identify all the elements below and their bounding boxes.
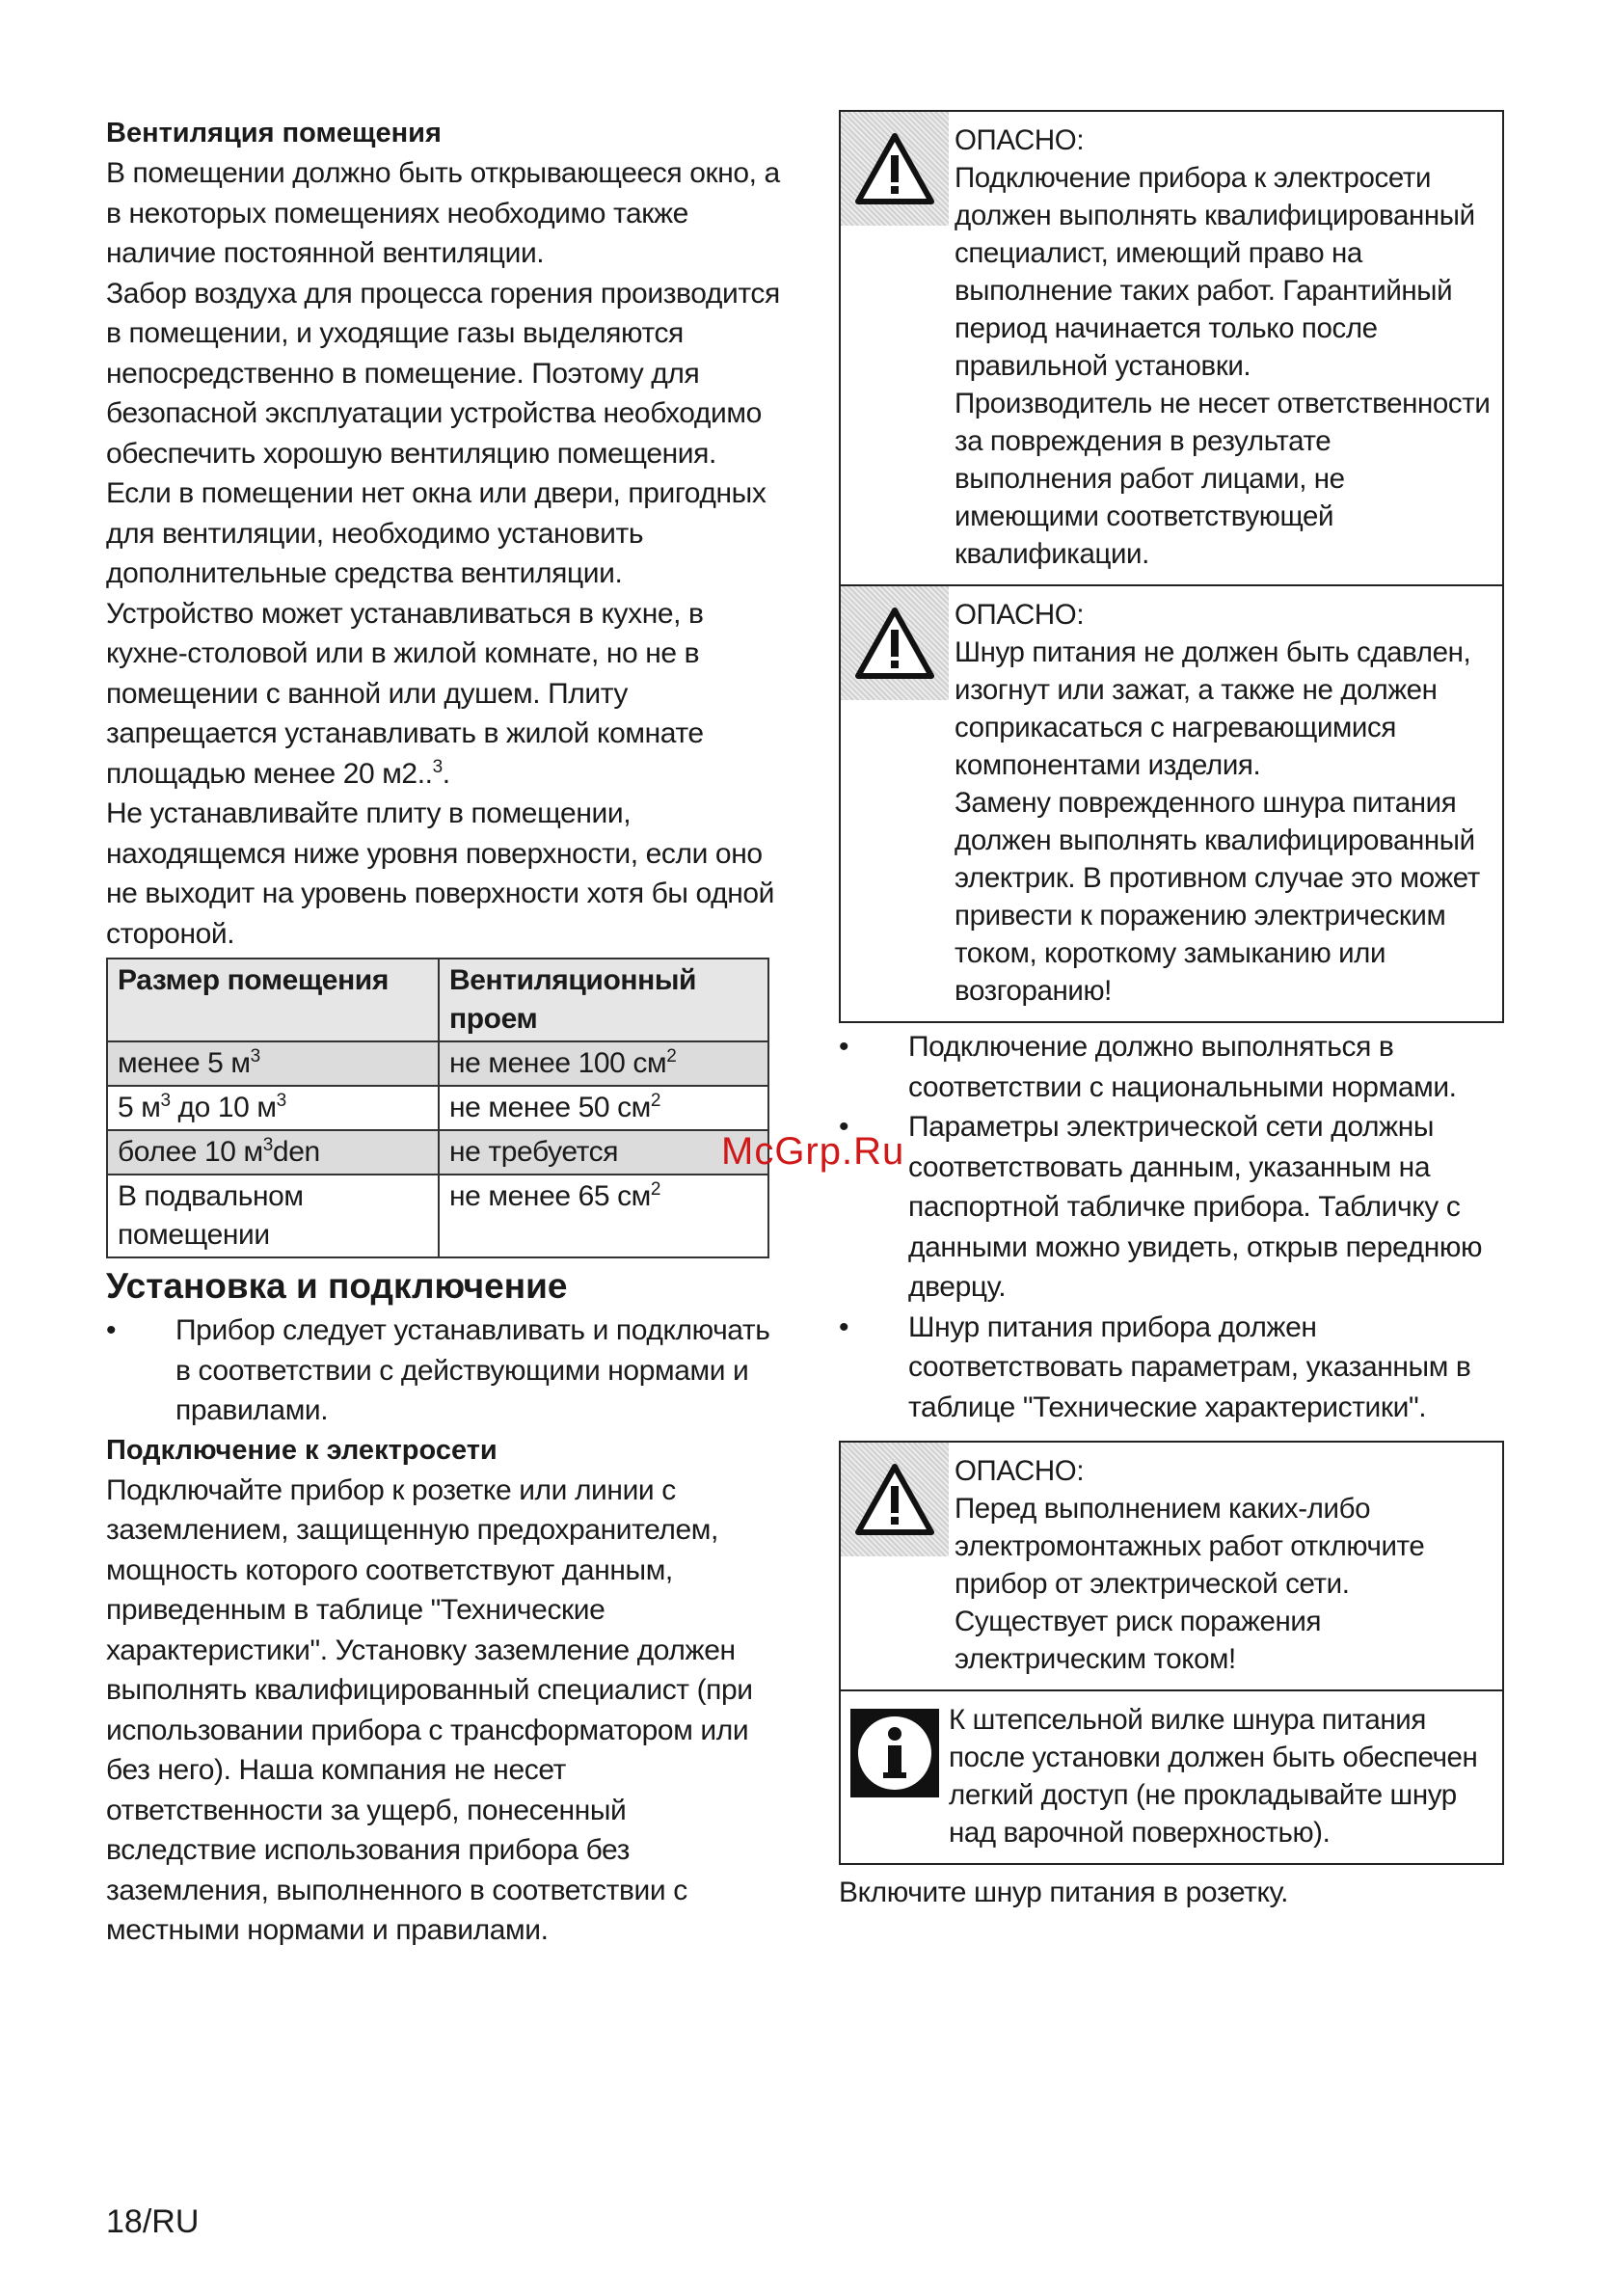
page-number: 18/RU [106, 2203, 200, 2240]
table-cell: менее 5 $м^3$ [107, 1041, 439, 1086]
warning-title: ОПАСНО: [955, 1455, 1085, 1487]
list-item: • Прибор следует устанавливать и подключать в соответствии с действующими нормами и правилами. [106, 1310, 781, 1431]
final-instruction: Включите шнур питания в розетку. [839, 1877, 1289, 1908]
ventilation-paragraph-1: В помещении должно быть открывающееся окно, а в некоторых помещениях необходимо также наличие постоянной вентиляции. [106, 157, 780, 269]
right-column [839, 110, 1504, 1913]
electric-paragraph: Подключайте прибор к розетке или линии с заземлением, защищенную предохранителем, мощность которого соответствуют данным, приведенным в таблице "Технические характеристики". Установку заземление должен выполнять квалифицированный специалист (при использовании прибора с трансформатором или без него). Наша компания не несет ответственности за ущерб, понесенный вследствие использования прибора без заземления, выполненного в соответствии с местными нормами и правилами. [106, 1473, 753, 1946]
table-header: Размер помещения [107, 959, 439, 1041]
electric-heading: Подключение к электросети [106, 1434, 498, 1466]
table-row [107, 1041, 768, 1086]
install-bullets [106, 1310, 781, 1431]
install-heading: Установка и подключение [106, 1266, 568, 1306]
left-column [106, 114, 781, 1951]
table-cell: не менее 65 $см^2$ [439, 1175, 768, 1257]
warning-text: Перед выполнением каких-либо электромонтажных работ отключите прибор от электрической сети. [955, 1493, 1425, 1600]
table-cell: более 10 $м^3den$ [107, 1130, 439, 1175]
ventilation-table [106, 958, 769, 1258]
info-icon [841, 1691, 949, 1815]
table-cell: не менее 100 $см^2$ [439, 1041, 768, 1086]
watermark: McGrp.Ru [721, 1130, 905, 1173]
warning-icon [841, 112, 949, 226]
ventilation-paragraph-2: Забор воздуха для процесса горения производится в помещении, и уходящие газы выделяются непосредственно в помещение. Поэтому для безопасной эксплуатации устройства необходимо обеспечить хорошую вентиляцию помещения. Если в помещении нет окна или двери, пригодных для вентиляции, необходимо установить дополнительные средства вентиляции. [106, 277, 780, 589]
list-item: • Подключение должно выполняться в соответствии с национальными нормами. [839, 1027, 1504, 1107]
warning-text: Производитель не несет ответственности за повреждения в результате выполнения работ лицами, не имеющими соответствующей квалификации. [955, 388, 1491, 570]
table-row [107, 1175, 768, 1257]
warning-text: Шнур питания не должен быть сдавлен, изогнут или зажат, а также не должен соприкасаться с нагревающимися компонентами изделия. [955, 636, 1471, 781]
warning-text: Замену поврежденного шнура питания должен выполнять квалифицированный электрик. В противном случае это может привести к поражению электрическим током, короткому замыканию или возгоранию! [955, 787, 1480, 1007]
warning-text: Подключение прибора к электросети должен выполнять квалифицированный специалист, имеющий право на выполнение таких работ. Гарантийный период начинается только после правильной установки. [955, 162, 1475, 382]
warning-title: ОПАСНО: [955, 124, 1085, 156]
warning-icon [841, 1443, 949, 1556]
table-cell: В подвальном помещении [107, 1175, 439, 1257]
info-box [839, 1691, 1504, 1865]
warning-box-1 [839, 110, 1504, 586]
connection-bullets [839, 1027, 1504, 1427]
table-header: Вентиляционный проем [439, 959, 768, 1041]
list-item: • Шнур питания прибора должен соответствовать параметрам, указанным в таблице "Технические характеристики". [839, 1308, 1504, 1428]
table-header-row [107, 959, 768, 1041]
table-row [107, 1130, 768, 1175]
warning-box-3 [839, 1441, 1504, 1691]
table-cell: не требуется [439, 1130, 768, 1175]
table-cell: 5 $м^3$ до 10 $м^3$ [107, 1086, 439, 1130]
table-cell: не менее 50 $см^2$ [439, 1086, 768, 1130]
warning-text: Существует риск поражения электрическим током! [955, 1606, 1322, 1675]
ventilation-paragraph-4: Не устанавливайте плиту в помещении, находящемся ниже уровня поверхности, если оно не выходит на уровень поверхности хотя бы одной стороной. [106, 797, 775, 950]
list-item: • Параметры электрической сети должны соответствовать данным, указанным на паспортной табличке прибора. Табличку с данными можно увидеть, открыв переднюю дверцу. [839, 1107, 1504, 1308]
warning-box-2 [839, 586, 1504, 1023]
ventilation-heading: Вентиляция помещения [106, 118, 442, 149]
info-text: К штепсельной вилке шнура питания после установки должен быть обеспечен легкий доступ (не прокладывайте шнур над варочной поверхностью). [949, 1704, 1478, 1849]
warning-title: ОПАСНО: [955, 599, 1085, 631]
table-row [107, 1086, 768, 1130]
warning-icon [841, 586, 949, 700]
ventilation-paragraph-3: Устройство может устанавливаться в кухне, в кухне-столовой или в жилой комнате, но не в помещении с ванной или душем. Плиту запрещается устанавливать в жилой комнате площадью менее 20 м2..$^3$. [106, 597, 704, 790]
